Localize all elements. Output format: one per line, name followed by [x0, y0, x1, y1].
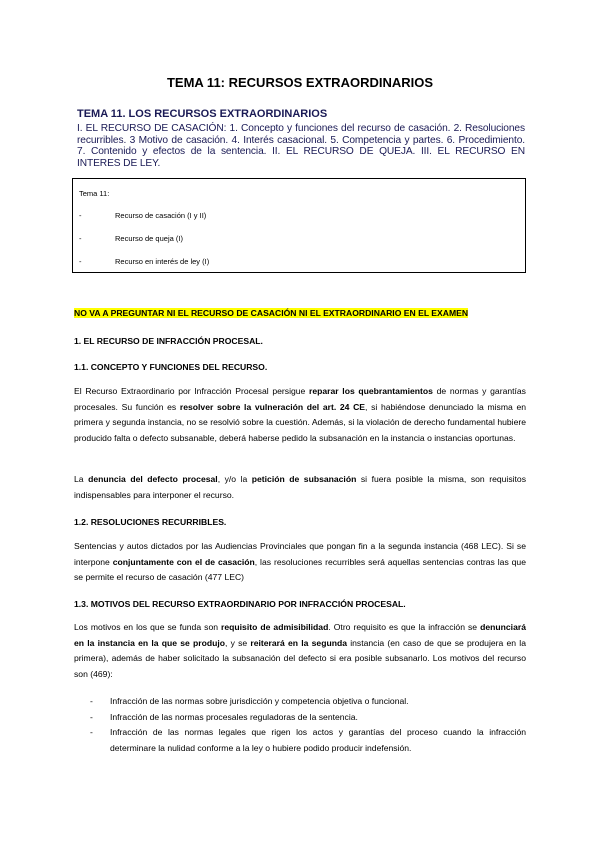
list-item: - Infracción de las normas legales que rigen los actos y garantías del proceso cuando la infracción determinare la nulidad conforme a la ley o hubiere podido producir indefensión. — [90, 727, 526, 753]
topic-box — [72, 178, 526, 273]
summary-heading: TEMA 11. LOS RECURSOS EXTRAORDINARIOS — [77, 108, 328, 120]
bullet-dash: - — [79, 211, 82, 220]
list-item: - Infracción de las normas sobre jurisdicción y competencia objetiva o funcional. — [90, 696, 409, 706]
list-item: - Infracción de las normas procesales reguladoras de la sentencia. — [90, 711, 358, 722]
section-heading: 1. EL RECURSO DE INFRACCIÓN PROCESAL. — [74, 336, 263, 346]
paragraph: Los motivos en los que se funda son requisito de admisibilidad. Otro requisito es que la infracción se denunciará en la instancia en la que se produjo, y se reiterará en la segunda instancia (en caso de que se produjera en la primera), además de haber solicitado la subsanación del defecto si era posible subsanarlo. Los motivos del recurso son (469): — [74, 622, 526, 679]
paragraph: Sentencias y autos dictados por las Audiencias Provinciales que pongan fin a la segunda instancia (468 LEC). Si se interpone conjuntamente con el de casación, las resoluciones recurribles será aquellas sentencias contras las que se permite el recurso de casación (477 LEC) — [74, 541, 526, 583]
summary-body: I. EL RECURSO DE CASACIÓN: 1. Concepto y funciones del recurso de casación. 2. Resoluciones recurribles. 3 Motivo de casación. 4. Interés casacional. 5. Competencia y partes. 6. Procedimiento. 7. Contenido y efectos de la sentencia. II. EL RECURSO DE QUEJA. III. EL RECURSO EN INTERES DE LEY. — [77, 123, 525, 169]
subsection-heading: 1.3. MOTIVOS DEL RECURSO EXTRAORDINARIO POR INFRACCIÓN PROCESAL. — [74, 599, 406, 609]
page-title: TEMA 11: RECURSOS EXTRAORDINARIOS — [166, 75, 434, 90]
paragraph: La denuncia del defecto procesal, y/o la petición de subsanación si fuera posible la misma, son requisitos indispensables para interponer el recurso. — [74, 474, 526, 500]
topic-box-item-text: Recurso de queja (I) — [115, 234, 183, 243]
exam-warning: NO VA A PREGUNTAR NI EL RECURSO DE CASACIÓN NI EL EXTRAORDINARIO EN EL EXAMEN — [74, 308, 469, 318]
topic-box-item-text: Recurso de casación (I y II) — [115, 211, 207, 220]
subsection-heading: 1.1. CONCEPTO Y FUNCIONES DEL RECURSO. — [74, 362, 268, 372]
paragraph: El Recurso Extraordinario por Infracción Procesal persigue reparar los quebrantamientos de normas y garantías procesales. Su función es resolver sobre la vulneración del art. 24 CE, si habiéndose denunciado la misma en primera y segunda instancia, no se resolvió sobre la cuestión. Además, si la violación de derecho fundamental hubiere producido falta o defecto subsanable, deberá haberse pedido la subsanación en la instancia o instancias oportunas. — [74, 386, 527, 443]
bullet-dash: - — [79, 234, 82, 243]
motives-list — [74, 694, 526, 756]
subsection-heading: 1.2. RESOLUCIONES RECURRIBLES. — [74, 517, 227, 527]
topic-box-item-text: Recurso en interés de ley (I) — [115, 257, 210, 266]
topic-box-title: Tema 11: — [79, 189, 110, 198]
bullet-dash: - — [79, 257, 82, 266]
